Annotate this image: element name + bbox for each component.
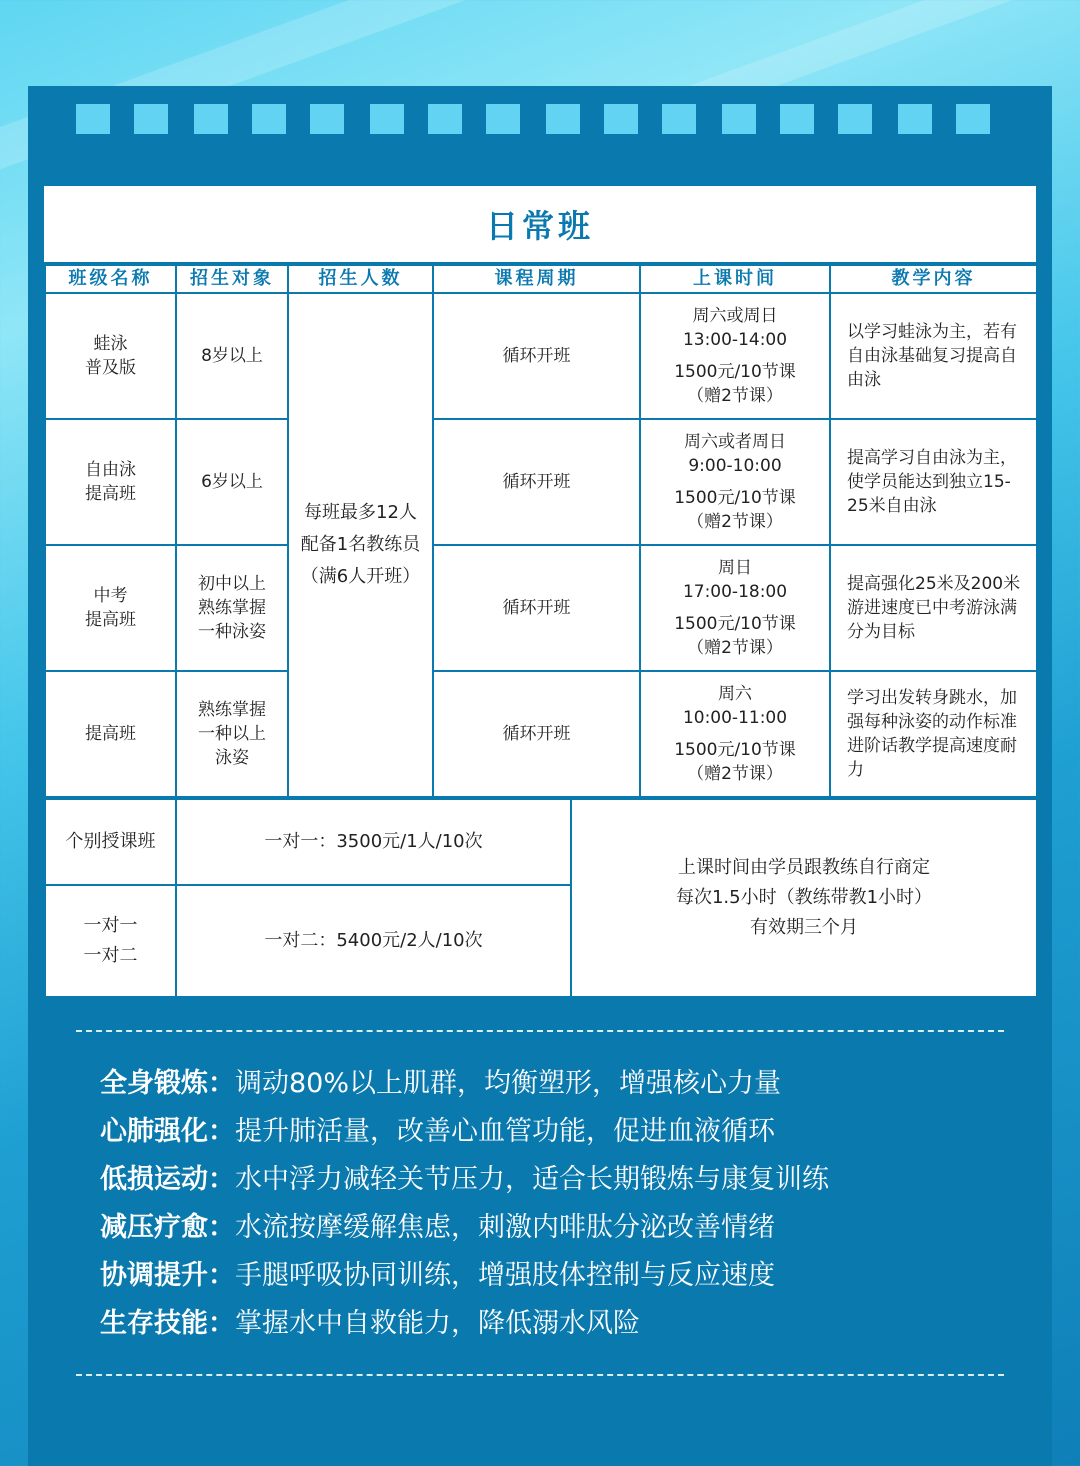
- column-header: 招生对象: [176, 265, 288, 293]
- column-header: 教学内容: [830, 265, 1037, 293]
- binding-hole: [194, 104, 228, 134]
- class-target: 6岁以上: [176, 419, 288, 545]
- class-target: 熟练掌握 一种以上 泳姿: [176, 671, 288, 797]
- benefit-key: 协调提升：: [100, 1260, 235, 1291]
- binding-hole: [76, 104, 110, 134]
- binding-hole: [310, 104, 344, 134]
- benefit-item: [100, 1252, 1000, 1300]
- benefit-item: [100, 1300, 1000, 1348]
- divider: [76, 1030, 1004, 1032]
- schedule-sheet: [44, 186, 1036, 996]
- page-title: 日常班: [44, 186, 1036, 264]
- class-time: 周日 17:00-18:00: [682, 558, 788, 602]
- column-header: 课程周期: [433, 265, 640, 293]
- class-price: 1500元/10节课 （赠2节课）: [674, 740, 796, 784]
- table-row: [45, 545, 1037, 671]
- benefit-key: 生存技能：: [100, 1308, 235, 1339]
- benefit-key: 全身锻炼：: [100, 1068, 235, 1099]
- class-time: 周六 10:00-11:00: [682, 684, 788, 728]
- benefit-item: [100, 1204, 1000, 1252]
- class-table: [44, 264, 1038, 798]
- binding-hole: [134, 104, 168, 134]
- class-time-cell: [640, 545, 830, 671]
- class-cycle: 循环开班: [433, 545, 640, 671]
- column-header: 招生人数: [288, 265, 433, 293]
- class-time-cell: [640, 671, 830, 797]
- private-price: 一对二：5400元/2人/10次: [176, 885, 571, 997]
- private-price: 一对一：3500元/1人/10次: [176, 799, 571, 885]
- class-name: 自由泳 提高班: [45, 419, 176, 545]
- binding-hole: [898, 104, 932, 134]
- benefit-text: 水中浮力减轻关节压力，适合长期锻炼与康复训练: [235, 1164, 829, 1195]
- class-price: 1500元/10节课 （赠2节课）: [674, 488, 796, 532]
- benefit-item: [100, 1060, 1000, 1108]
- column-header: 班级名称: [45, 265, 176, 293]
- binding-hole: [722, 104, 756, 134]
- class-cycle: 循环开班: [433, 671, 640, 797]
- class-cycle: 循环开班: [433, 419, 640, 545]
- class-time-cell: [640, 419, 830, 545]
- benefit-text: 调动80%以上肌群，均衡塑形，增强核心力量: [235, 1068, 782, 1099]
- class-target: 初中以上 熟练掌握 一种泳姿: [176, 545, 288, 671]
- binding-hole: [486, 104, 520, 134]
- benefit-key: 心肺强化：: [100, 1116, 235, 1147]
- class-time: 周六或者周日 9:00-10:00: [684, 432, 786, 476]
- class-name: 提高班: [45, 671, 176, 797]
- class-time: 周六或周日 13:00-14:00: [682, 306, 788, 350]
- benefit-text: 水流按摩缓解焦虑，刺激内啡肽分泌改善情绪: [235, 1212, 775, 1243]
- binding-hole: [604, 104, 638, 134]
- benefit-key: 减压疗愈：: [100, 1212, 235, 1243]
- class-name: 中考 提高班: [45, 545, 176, 671]
- class-target: 8岁以上: [176, 293, 288, 419]
- benefit-key: 低损运动：: [100, 1164, 235, 1195]
- binding-hole: [662, 104, 696, 134]
- private-label: 个别授课班: [45, 799, 176, 885]
- benefit-text: 提升肺活量，改善心血管功能，促进血液循环: [235, 1116, 775, 1147]
- class-cycle: 循环开班: [433, 293, 640, 419]
- table-row: [45, 671, 1037, 797]
- class-name: 蛙泳 普及版: [45, 293, 176, 419]
- divider: [76, 1374, 1004, 1376]
- class-content: 提高强化25米及200米游进速度已中考游泳满分为目标: [830, 545, 1037, 671]
- table-row: [45, 419, 1037, 545]
- binding-hole: [956, 104, 990, 134]
- benefit-item: [100, 1156, 1000, 1204]
- benefit-text: 手腿呼吸协同训练，增强肢体控制与反应速度: [235, 1260, 775, 1291]
- class-content: 学习出发转身跳水，加强每种泳姿的动作标准进阶话教学提高速度耐力: [830, 671, 1037, 797]
- table-row: [45, 799, 1037, 885]
- binding-hole: [546, 104, 580, 134]
- binding-hole: [252, 104, 286, 134]
- class-capacity: 每班最多12人 配备1名教练员 （满6人开班）: [288, 293, 433, 797]
- binding-holes: [28, 86, 1052, 186]
- private-lesson-table: [44, 798, 1038, 998]
- private-note: 上课时间由学员跟教练自行商定 每次1.5小时（教练带教1小时） 有效期三个月: [571, 799, 1037, 997]
- table-row: [45, 293, 1037, 419]
- class-price: 1500元/10节课 （赠2节课）: [674, 362, 796, 406]
- binding-hole: [780, 104, 814, 134]
- benefit-item: [100, 1108, 1000, 1156]
- class-price: 1500元/10节课 （赠2节课）: [674, 614, 796, 658]
- class-content: 以学习蛙泳为主，若有自由泳基础复习提高自由泳: [830, 293, 1037, 419]
- column-header: 上课时间: [640, 265, 830, 293]
- binding-hole: [428, 104, 462, 134]
- private-label: 一对一 一对二: [45, 885, 176, 997]
- class-content: 提高学习自由泳为主，使学员能达到独立15-25米自由泳: [830, 419, 1037, 545]
- binding-hole: [838, 104, 872, 134]
- table-header-row: [45, 265, 1037, 293]
- binding-hole: [370, 104, 404, 134]
- benefit-text: 掌握水中自救能力，降低溺水风险: [235, 1308, 640, 1339]
- benefits-list: [100, 1060, 1000, 1348]
- class-time-cell: [640, 293, 830, 419]
